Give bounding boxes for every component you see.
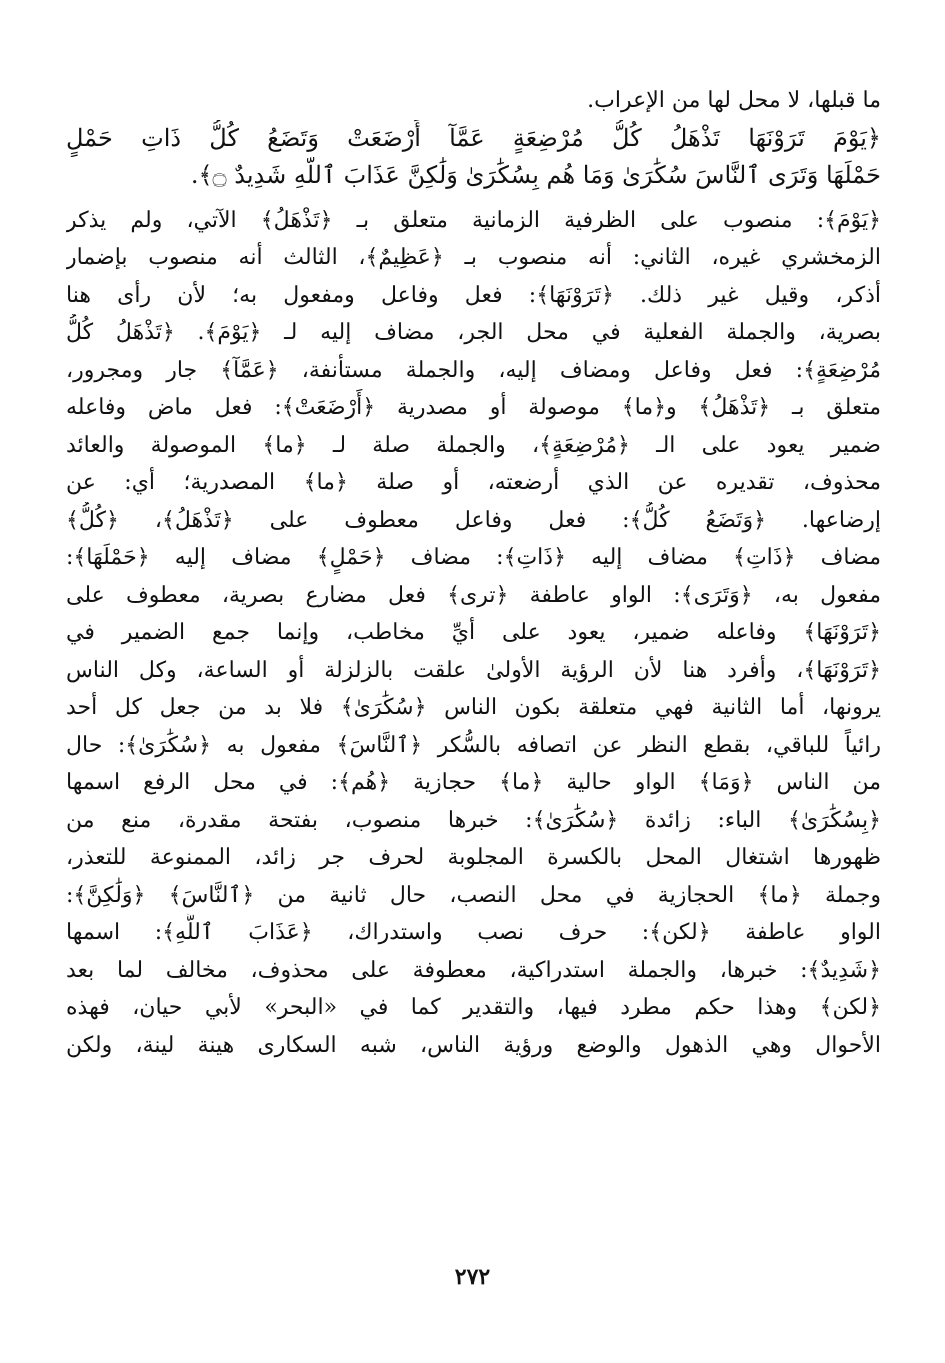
body-line: ﴿لكن﴾ وهذا حكم مطرد فيها، والتقدير كما في «البحر» لأبي حيان، فهذه	[66, 995, 881, 1020]
page-text	[66, 82, 881, 1064]
verse-line-1: ﴿يَوْمَ تَرَوْنَهَا تَذْهَلُ كُلُّ مُرْضِعَةٍ عَمَّآ أَرْضَعَتْ وَتَضَعُ كُلُّ ذَاتِ حَمْلٍ	[66, 123, 881, 152]
body-line: أذكر، وقيل غير ذلك. ﴿تَرَوْنَهَا﴾: فعل وفاعل ومفعول به؛ لأن رأى هنا	[66, 282, 881, 308]
intro-line: ما قبلها، لا محل لها من الإعراب.	[587, 88, 881, 113]
body-line: ظهورها اشتغال المحل بالكسرة المجلوبة لحرف جر زائد، الممنوعة للتعذر،	[66, 845, 881, 870]
verse-line-2: حَمْلَهَا وَتَرَى ٱلنَّاسَ سُكَٰرَىٰ وَمَا هُم بِسُكَٰرَىٰ وَلَٰكِنَّ عَذَابَ ٱللَّهِ شَدِيدٌ ۝﴾.	[190, 160, 881, 189]
body-line: ضمير يعود على الـ ﴿مُرْضِعَةٍ﴾، والجملة صلة لـ ﴿ما﴾ الموصولة والعائد	[66, 432, 881, 458]
body-line: متعلق بـ ﴿تَذْهَلُ﴾ و﴿ما﴾ موصولة أو مصدرية ﴿أَرْضَعَتْ﴾: فعل ماض وفاعله	[66, 395, 881, 420]
body-line: ﴿بِسُكَٰرَىٰ﴾ الباء: زائدة ﴿سُكَٰرَىٰ﴾: خبرها منصوب، بفتحة مقدرة، منع من	[66, 807, 881, 833]
body-line: محذوف، تقديره عن الذي أرضعته، أو صلة ﴿ما﴾ المصدرية؛ أي: عن	[66, 470, 881, 495]
commentary-body	[66, 202, 881, 1065]
body-line: إرضاعها. ﴿وَتَضَعُ كُلُّ﴾: فعل وفاعل معطوف على ﴿تَذْهَلُ﴾، ﴿كُلُّ﴾	[66, 507, 881, 533]
body-line: بصرية، والجملة الفعلية في محل الجر، مضاف إليه لـ ﴿يَوْمَ﴾. ﴿تَذْهَلُ كُلُّ	[66, 320, 881, 345]
body-line: ﴿يَوْمَ﴾: منصوب على الظرفية الزمانية متعلق بـ ﴿تَذْهَلُ﴾ الآتي، ولم يذكر	[66, 207, 881, 233]
body-line: الواو عاطفة ﴿لكن﴾: حرف نصب واستدراك، ﴿عَذَابَ ٱللَّهِ﴾: اسمها	[66, 920, 881, 945]
page-number: ٢٧٢	[454, 1264, 491, 1290]
body-line: ﴿تَرَوْنَهَا﴾، وأفرد هنا لأن الرؤية الأولىٰ علقت بالزلزلة أو الساعة، وكل الناس	[66, 657, 881, 683]
body-line: مفعول به، ﴿وَتَرَى﴾: الواو عاطفة ﴿ترى﴾ فعل مضارع بصرية، معطوف على	[66, 582, 881, 608]
body-line: ﴿شَدِيدٌ﴾: خبرها، والجملة استدراكية، معطوفة على محذوف، مخالف لما بعد	[66, 957, 881, 983]
body-line: رائياً للباقي، بقطع النظر عن اتصافه بالسُّكر ﴿ٱلنَّاسَ﴾ مفعول به ﴿سُكَٰرَىٰ﴾: حال	[66, 732, 881, 758]
body-line: مضاف ﴿ذَاتِ﴾ مضاف إليه ﴿ذَاتِ﴾: مضاف ﴿حَمْلٍ﴾ مضاف إليه ﴿حَمْلَهَا﴾:	[66, 545, 881, 570]
body-line: من الناس ﴿وَمَا﴾ الواو حالية ﴿ما﴾ حجازية ﴿هُم﴾: في محل الرفع اسمها	[66, 770, 881, 795]
body-line: وجملة ﴿ما﴾ الحجازية في محل النصب، حال ثانية من ﴿ٱلنَّاسَ﴾ ﴿وَلَٰكِنَّ﴾:	[66, 882, 881, 908]
paragraph-gap	[66, 194, 881, 202]
body-line: الأحوال وهي الذهول والوضع ورؤية الناس، شبه السكارى هينة لينة، ولكن	[66, 1032, 881, 1058]
body-line: مُرْضِعَةٍ﴾: فعل وفاعل ومضاف إليه، والجملة مستأنفة، ﴿عَمَّآ﴾ جار ومجرور،	[66, 357, 881, 383]
body-line: يرونها، أما الثانية فهي متعلقة بكون الناس ﴿سُكَٰرَىٰ﴾ فلا بد من جعل كل أحد	[66, 695, 881, 720]
body-line: الزمخشري غيره، الثاني: أنه منصوب بـ ﴿عَظِيمٌ﴾، الثالث أنه منصوب بإضمار	[66, 245, 881, 270]
body-line: ﴿تَرَوْنَهَا﴾ وفاعله ضمير، يعود على أيِّ مخاطب، وإنما جمع الضمير في	[66, 620, 881, 645]
